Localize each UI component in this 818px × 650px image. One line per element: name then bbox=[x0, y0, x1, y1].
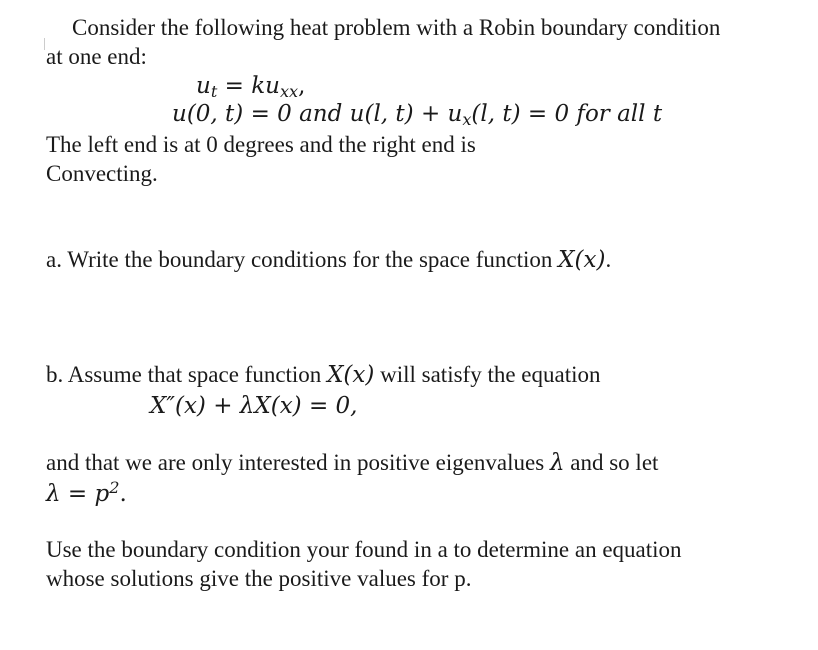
final-line-1: Use the boundary condition your found in a to determine an equation bbox=[46, 537, 682, 562]
bc-part-1: u(0, t) = 0 and u(l, t) + u bbox=[172, 101, 463, 127]
lambda-symbol: λ bbox=[549, 450, 565, 476]
intro-line-1: Consider the following heat problem with a Robin boundary condition bbox=[72, 15, 721, 40]
part-b-func: X(x) bbox=[327, 362, 375, 388]
ode-equation: X″(x) + λX(x) = 0, bbox=[150, 393, 358, 419]
part-a-question bbox=[46, 246, 611, 274]
pde-rhs: ku bbox=[251, 73, 280, 99]
part-b-text-2: will satisfy the equation bbox=[374, 362, 601, 387]
part-b-question bbox=[46, 361, 601, 389]
intro-line-2: at one end: bbox=[46, 44, 147, 69]
bc-sub: x bbox=[462, 110, 472, 130]
pde-equals: = bbox=[217, 73, 252, 99]
eigen-line bbox=[46, 449, 658, 477]
desc-line-2: Convecting. bbox=[46, 161, 158, 186]
lambda-def-end: . bbox=[119, 481, 127, 507]
pde-comma: , bbox=[298, 73, 306, 99]
desc-line-1: The left end is at 0 degrees and the right end is bbox=[46, 132, 476, 157]
lambda-definition bbox=[46, 477, 127, 508]
boundary-conditions bbox=[172, 100, 662, 128]
final-line-2: whose solutions give the positive values for p. bbox=[46, 566, 472, 591]
pde-lhs-sub: t bbox=[210, 82, 218, 102]
part-a-func: X(x) bbox=[558, 247, 606, 273]
eigen-end: and so let bbox=[564, 450, 659, 475]
part-a-end: . bbox=[605, 247, 612, 272]
part-b-text: b. Assume that space function bbox=[46, 362, 328, 387]
bc-part-2: (l, t) = 0 for all t bbox=[471, 101, 663, 127]
eigen-text: and that we are only interested in positive eigenvalues bbox=[46, 450, 550, 475]
pde-lhs: u bbox=[196, 73, 211, 99]
lambda-def-exp: 2 bbox=[109, 477, 120, 497]
part-a-text: a. Write the boundary conditions for the space function bbox=[46, 247, 559, 272]
lambda-def-base: λ = p bbox=[46, 481, 110, 507]
text-cursor-mark bbox=[44, 38, 45, 50]
pde-rhs-sub: xx bbox=[279, 82, 299, 102]
pde-equation bbox=[196, 72, 305, 100]
